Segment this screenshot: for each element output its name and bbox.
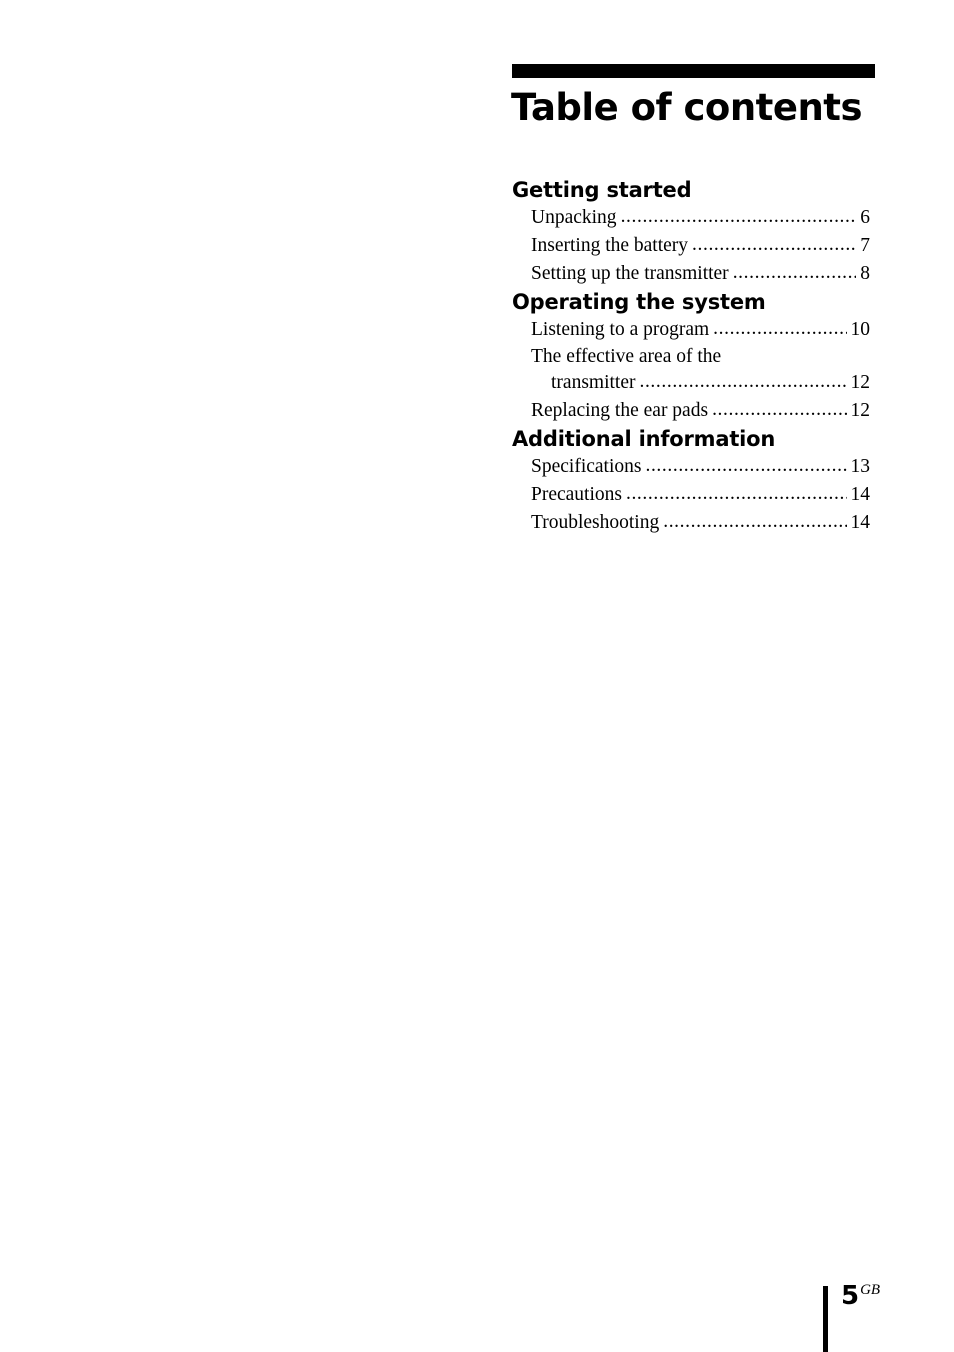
toc-entry[interactable] bbox=[512, 316, 870, 344]
toc-entry[interactable] bbox=[512, 453, 870, 481]
page-number-suffix: GB bbox=[860, 1282, 881, 1298]
dot-leader bbox=[692, 231, 856, 259]
dot-leader bbox=[712, 396, 846, 424]
page-number-value: 5 bbox=[841, 1281, 860, 1311]
toc-entry-page: 6 bbox=[860, 207, 870, 228]
toc-section-additional-information bbox=[512, 425, 870, 537]
toc-entry-label: The effective area of the bbox=[531, 346, 722, 367]
section-heading: Additional information bbox=[512, 427, 776, 451]
page-number bbox=[841, 1281, 880, 1311]
toc-entry-label: Inserting the battery bbox=[531, 235, 689, 256]
toc-entry-continuation bbox=[531, 369, 870, 397]
toc-entry-label: Replacing the ear pads bbox=[531, 400, 709, 421]
title-rule bbox=[512, 64, 875, 78]
toc-entry-page: 12 bbox=[850, 400, 870, 421]
toc-entry[interactable] bbox=[512, 344, 870, 397]
toc-entry[interactable] bbox=[512, 260, 870, 288]
toc-entry-page: 10 bbox=[850, 319, 870, 340]
toc-entry-page: 12 bbox=[850, 372, 870, 393]
dot-leader bbox=[713, 315, 846, 343]
dot-leader bbox=[626, 480, 847, 508]
toc-entry-label: Troubleshooting bbox=[531, 512, 660, 533]
dot-leader bbox=[645, 452, 846, 480]
dot-leader bbox=[639, 368, 846, 396]
table-of-contents bbox=[512, 176, 870, 537]
dot-leader bbox=[621, 203, 857, 231]
toc-entry-page: 14 bbox=[850, 512, 870, 533]
toc-entry-page: 13 bbox=[850, 456, 870, 477]
toc-entry-page: 8 bbox=[860, 263, 870, 284]
toc-section-getting-started bbox=[512, 176, 870, 288]
toc-entry-page: 7 bbox=[860, 235, 870, 256]
page-title: Table of contents bbox=[511, 86, 863, 129]
toc-entry-label: Specifications bbox=[531, 456, 642, 477]
folio-bar bbox=[823, 1286, 828, 1352]
toc-entry-label: Unpacking bbox=[531, 207, 617, 228]
section-heading: Operating the system bbox=[512, 290, 766, 314]
toc-entry-label: Listening to a program bbox=[531, 319, 710, 340]
toc-entry-label-continued: transmitter bbox=[551, 372, 636, 393]
toc-entry-label: Setting up the transmitter bbox=[531, 263, 729, 284]
toc-entry-label: Precautions bbox=[531, 484, 622, 505]
dot-leader bbox=[663, 508, 846, 536]
toc-entry[interactable] bbox=[512, 509, 870, 537]
toc-section-operating-the-system bbox=[512, 288, 870, 425]
toc-entry[interactable] bbox=[512, 397, 870, 425]
toc-entry[interactable] bbox=[512, 481, 870, 509]
toc-entry-page: 14 bbox=[850, 484, 870, 505]
toc-entry[interactable] bbox=[512, 232, 870, 260]
section-heading: Getting started bbox=[512, 178, 692, 202]
dot-leader bbox=[733, 259, 857, 287]
toc-entry[interactable] bbox=[512, 204, 870, 232]
